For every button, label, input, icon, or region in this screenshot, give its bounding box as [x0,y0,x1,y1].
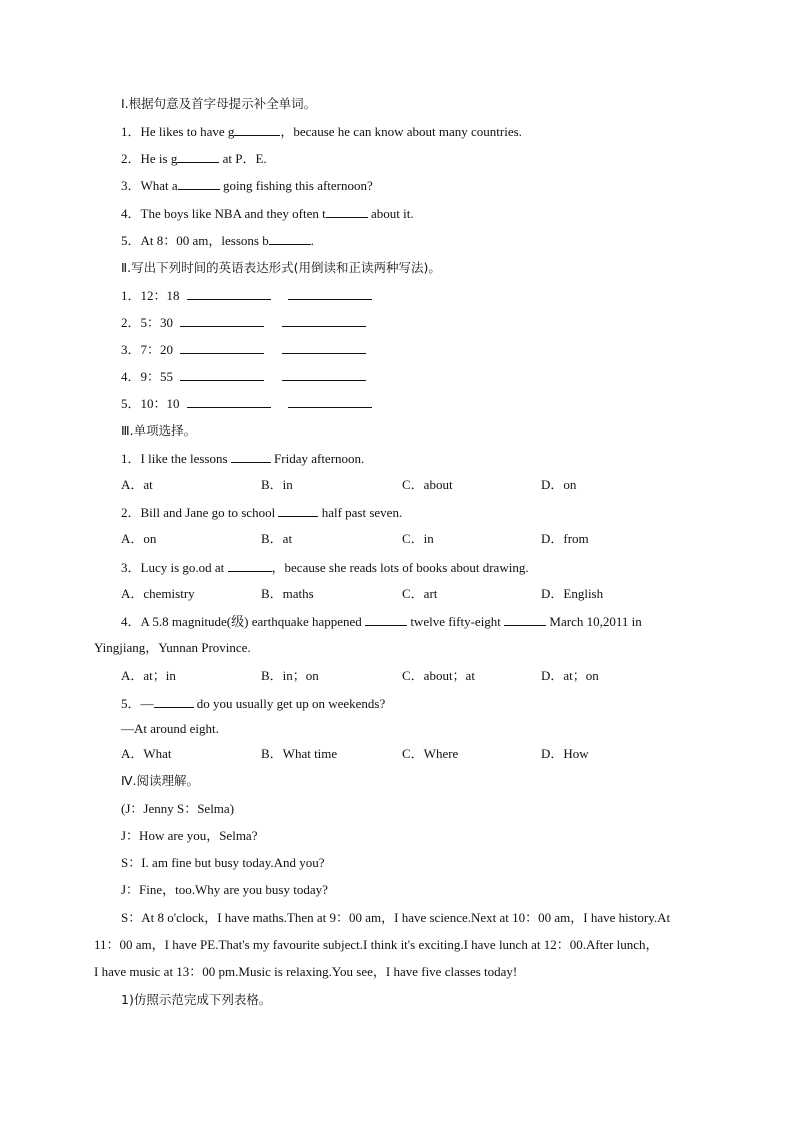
blank[interactable] [269,231,311,245]
q3-option-c[interactable]: C．art [402,586,438,601]
blank[interactable] [187,286,271,300]
blank[interactable] [178,176,220,190]
s3-question-1: 1．I like the lessons Friday afternoon. [121,451,365,466]
s3-question-4-line-1: 4．A 5.8 magnitude(级) earthquake happened twelve fifty-eight March 10,2011 in [121,614,642,629]
q5-option-b[interactable]: B．What time [261,746,338,761]
section-1-heading: Ⅰ.根据句意及首字母提示补全单词。 [121,96,317,111]
blank[interactable] [326,204,368,218]
s1-item-3: 3．What a going fishing this afternoon? [121,178,373,193]
reading-task-1: 1)仿照示范完成下列表格。 [121,992,272,1007]
dialogue-line-6: I have music at 13：00 pm.Music is relaxing.You see，I have five classes today! [94,964,518,979]
q3-option-d[interactable]: D．English [541,586,604,601]
blank[interactable] [234,122,280,136]
blank[interactable] [187,394,271,408]
s2-item-4: 4．9：55 [121,367,366,386]
s2-item-1: 1．12：18 [121,286,372,305]
q5-option-a[interactable]: A．What [121,746,172,761]
blank[interactable] [365,612,407,626]
s3-question-3: 3．Lucy is go.od at ，because she reads lots of books about drawing. [121,560,529,575]
blank[interactable] [278,503,318,517]
q1-option-d[interactable]: D．on [541,477,577,492]
blank[interactable] [282,340,366,354]
dialogue-line-2: S：I. am fine but busy today.And you? [121,855,325,870]
s2-item-5: 5．10：10 [121,394,372,413]
q2-option-b[interactable]: B．at [261,531,293,546]
s1-item-2: 2．He is g at P．E. [121,151,267,166]
section-4-heading: Ⅳ.阅读理解。 [121,773,200,788]
blank[interactable] [180,367,264,381]
q5-option-d[interactable]: D．How [541,746,589,761]
s3-question-4-line-2: Yingjiang，Yunnan Province. [94,640,251,655]
q5-option-c[interactable]: C．Where [402,746,459,761]
section-3-heading: Ⅲ.单项选择。 [121,423,197,438]
blank[interactable] [504,612,546,626]
section-2-heading: Ⅱ.写出下列时间的英语表达形式(用倒读和正读两种写法)。 [121,260,441,275]
q1-option-b[interactable]: B．in [261,477,293,492]
q2-option-a[interactable]: A．on [121,531,157,546]
blank[interactable] [288,286,372,300]
blank[interactable] [180,313,264,327]
blank[interactable] [282,367,366,381]
q3-option-a[interactable]: A．chemistry [121,586,195,601]
s3-question-2: 2．Bill and Jane go to school half past seven. [121,505,403,520]
s2-item-3: 3．7：20 [121,340,366,359]
dialogue-roles: (J：Jenny S：Selma) [121,801,235,816]
blank[interactable] [282,313,366,327]
s1-item-4: 4．The boys like NBA and they often t about it. [121,206,414,221]
q4-option-d[interactable]: D．at；on [541,668,599,683]
s2-item-2: 2．5：30 [121,313,366,332]
dialogue-line-3: J：Fine，too.Why are you busy today? [121,882,328,897]
dialogue-line-1: J：How are you，Selma? [121,828,258,843]
blank[interactable] [231,449,271,463]
blank[interactable] [154,694,194,708]
q2-option-c[interactable]: C．in [402,531,434,546]
dialogue-line-5: 11：00 am，I have PE.That's my favourite subject.I think it's exciting.I have lunch at 12：00.After lunch， [94,937,659,952]
blank[interactable] [177,149,219,163]
s1-item-1: 1．He likes to have g ，because he can know about many countries. [121,124,522,139]
blank[interactable] [288,394,372,408]
q3-option-b[interactable]: B．maths [261,586,314,601]
blank[interactable] [180,340,264,354]
q4-option-a[interactable]: A．at；in [121,668,176,683]
s3-question-5-answer: —At around eight. [121,721,219,736]
q4-option-c[interactable]: C．about；at [402,668,475,683]
q4-option-b[interactable]: B．in；on [261,668,319,683]
s1-item-5: 5．At 8：00 am，lessons b . [121,233,314,248]
q1-option-a[interactable]: A．at [121,477,153,492]
s3-question-5: 5．— do you usually get up on weekends? [121,696,386,711]
dialogue-line-4: S：At 8 o'clock，I have maths.Then at 9：00 am，I have science.Next at 10：00 am，I have history.At [121,910,671,925]
q2-option-d[interactable]: D．from [541,531,589,546]
blank[interactable] [228,558,272,572]
q1-option-c[interactable]: C．about [402,477,453,492]
